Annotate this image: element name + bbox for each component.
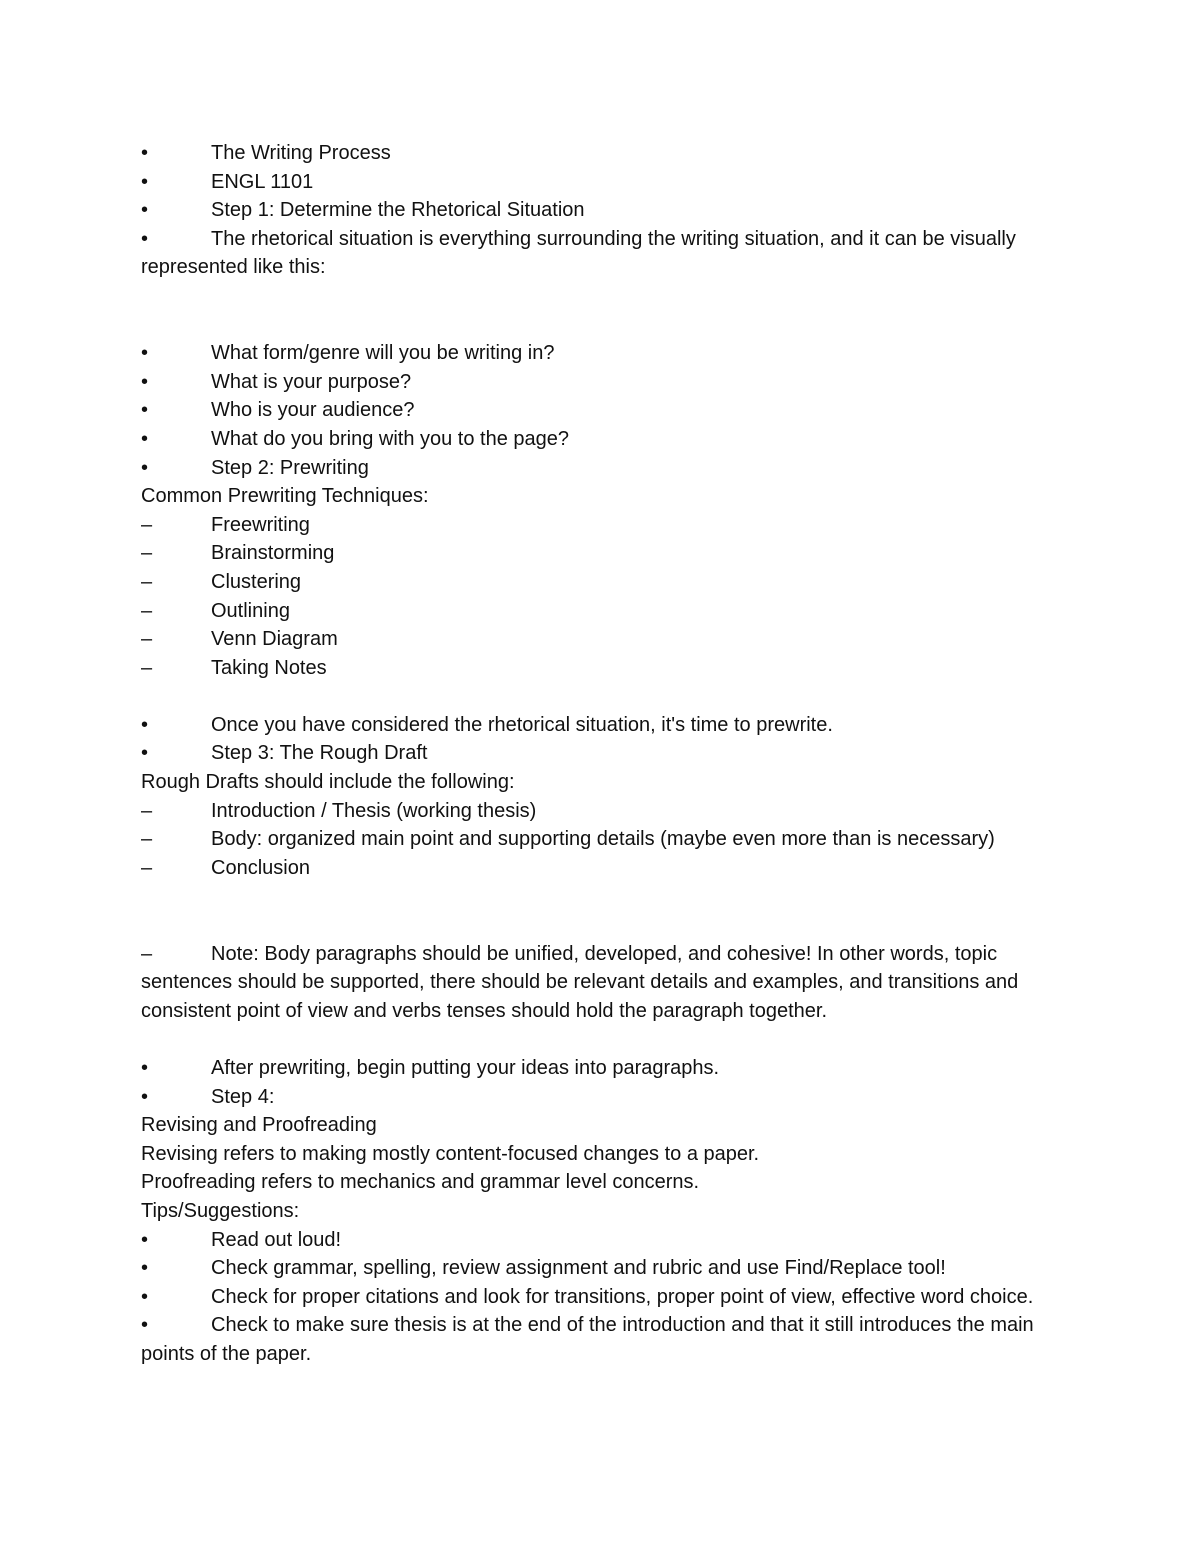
list-item: [141, 625, 1071, 654]
bullet-marker: •: [141, 199, 149, 222]
step-4-heading: Step 4:: [211, 1085, 275, 1108]
list-item: [141, 168, 1071, 197]
bullet-marker: •: [141, 1314, 149, 1337]
dash-marker: –: [141, 628, 153, 651]
technique-text: Taking Notes: [211, 656, 327, 679]
spacer: [141, 1025, 1071, 1054]
dash-marker: –: [141, 856, 153, 879]
list-item: [141, 654, 1071, 683]
step-2-heading: Step 2: Prewriting: [211, 456, 369, 479]
list-item: [141, 139, 1071, 168]
document-title: The Writing Process: [211, 142, 391, 164]
transition-text: After prewriting, begin putting your ideas into paragraphs.: [211, 1057, 720, 1079]
note-text: Note: Body paragraphs should be unified, developed, and cohesive! In other words, topic sentences should be supported, there should be relevant details and examples, and transitions and consistent point of view and verbs tenses should hold the paragraph together.: [141, 942, 1019, 1022]
list-item: [141, 454, 1071, 483]
list-item: [141, 568, 1071, 597]
list-item: [141, 711, 1071, 740]
draft-part-text: Body: organized main point and supporting details (maybe even more than is necessary): [211, 828, 995, 851]
list-item: [141, 1083, 1071, 1112]
list-item: [141, 225, 1071, 282]
step-1-heading: Step 1: Determine the Rhetorical Situation: [211, 199, 585, 222]
bullet-marker: •: [141, 713, 149, 736]
list-item: [141, 739, 1071, 768]
step-3-heading: Step 3: The Rough Draft: [211, 742, 428, 765]
bullet-marker: •: [141, 370, 149, 393]
dash-marker: –: [141, 599, 153, 622]
technique-text: Outlining: [211, 599, 290, 622]
technique-text: Venn Diagram: [211, 628, 338, 651]
bullet-marker: •: [141, 142, 149, 164]
list-item: [141, 854, 1071, 883]
transition-text: Once you have considered the rhetorical situation, it's time to prewrite.: [211, 713, 833, 736]
dash-marker: –: [141, 656, 153, 679]
list-item: [141, 511, 1071, 540]
list-item: [141, 825, 1071, 854]
bullet-marker: •: [141, 342, 149, 365]
list-item: [141, 339, 1071, 368]
list-item: [141, 196, 1071, 225]
list-item: [141, 425, 1071, 454]
dash-marker: –: [141, 570, 153, 593]
prewriting-techniques-heading: Common Prewriting Techniques:: [141, 485, 429, 508]
list-item: [141, 797, 1071, 826]
tip-text: Read out loud!: [211, 1228, 342, 1251]
bullet-marker: •: [141, 1257, 149, 1280]
dash-marker: –: [141, 828, 153, 851]
list-item: [141, 1054, 1071, 1083]
tips-heading: Tips/Suggestions:: [141, 1199, 300, 1222]
tip-text: Check to make sure thesis is at the end of the introduction and that it still introduces the main points of the paper.: [141, 1314, 1034, 1365]
list-item: [141, 1311, 1071, 1368]
dash-marker: –: [141, 942, 153, 965]
list-item: [141, 539, 1071, 568]
spacer: [141, 682, 1071, 711]
list-item: [141, 368, 1071, 397]
list-item: [141, 597, 1071, 626]
technique-text: Brainstorming: [211, 542, 335, 565]
question-text: What form/genre will you be writing in?: [211, 342, 555, 365]
bullet-marker: •: [141, 1085, 149, 1108]
list-item: [141, 396, 1071, 425]
list-item: [141, 1254, 1071, 1283]
revising-heading: Revising and Proofreading: [141, 1114, 377, 1137]
list-item: [141, 1283, 1071, 1312]
document-body: [141, 139, 1071, 1369]
dash-marker: –: [141, 542, 153, 565]
list-item: [141, 1226, 1071, 1255]
bullet-marker: •: [141, 170, 149, 193]
dash-marker: –: [141, 799, 153, 822]
bullet-marker: •: [141, 399, 149, 422]
bullet-marker: •: [141, 1228, 149, 1251]
bullet-marker: •: [141, 427, 149, 450]
rough-draft-heading: Rough Drafts should include the following:: [141, 771, 515, 794]
technique-text: Freewriting: [211, 513, 310, 536]
technique-text: Clustering: [211, 570, 302, 593]
rhetorical-situation-text: The rhetorical situation is everything surrounding the writing situation, and it can be visually represented like this:: [141, 227, 1016, 279]
tip-text: Check for proper citations and look for transitions, proper point of view, effective word choice.: [211, 1285, 1034, 1308]
proofreading-definition: Proofreading refers to mechanics and grammar level concerns.: [141, 1171, 700, 1194]
question-text: What do you bring with you to the page?: [211, 427, 570, 450]
draft-part-text: Introduction / Thesis (working thesis): [211, 799, 537, 822]
bullet-marker: •: [141, 456, 149, 479]
spacer: [141, 282, 1071, 339]
spacer: [141, 882, 1071, 939]
bullet-marker: •: [141, 1285, 149, 1308]
revising-definition: Revising refers to making mostly content-focused changes to a paper.: [141, 1142, 760, 1165]
dash-marker: –: [141, 513, 153, 536]
list-item: [141, 940, 1071, 1026]
course-code: ENGL 1101: [211, 170, 314, 193]
bullet-marker: •: [141, 227, 149, 250]
bullet-marker: •: [141, 742, 149, 765]
draft-part-text: Conclusion: [211, 856, 310, 879]
question-text: What is your purpose?: [211, 370, 412, 393]
question-text: Who is your audience?: [211, 399, 415, 422]
tip-text: Check grammar, spelling, review assignment and rubric and use Find/Replace tool!: [211, 1257, 946, 1280]
bullet-marker: •: [141, 1057, 149, 1079]
